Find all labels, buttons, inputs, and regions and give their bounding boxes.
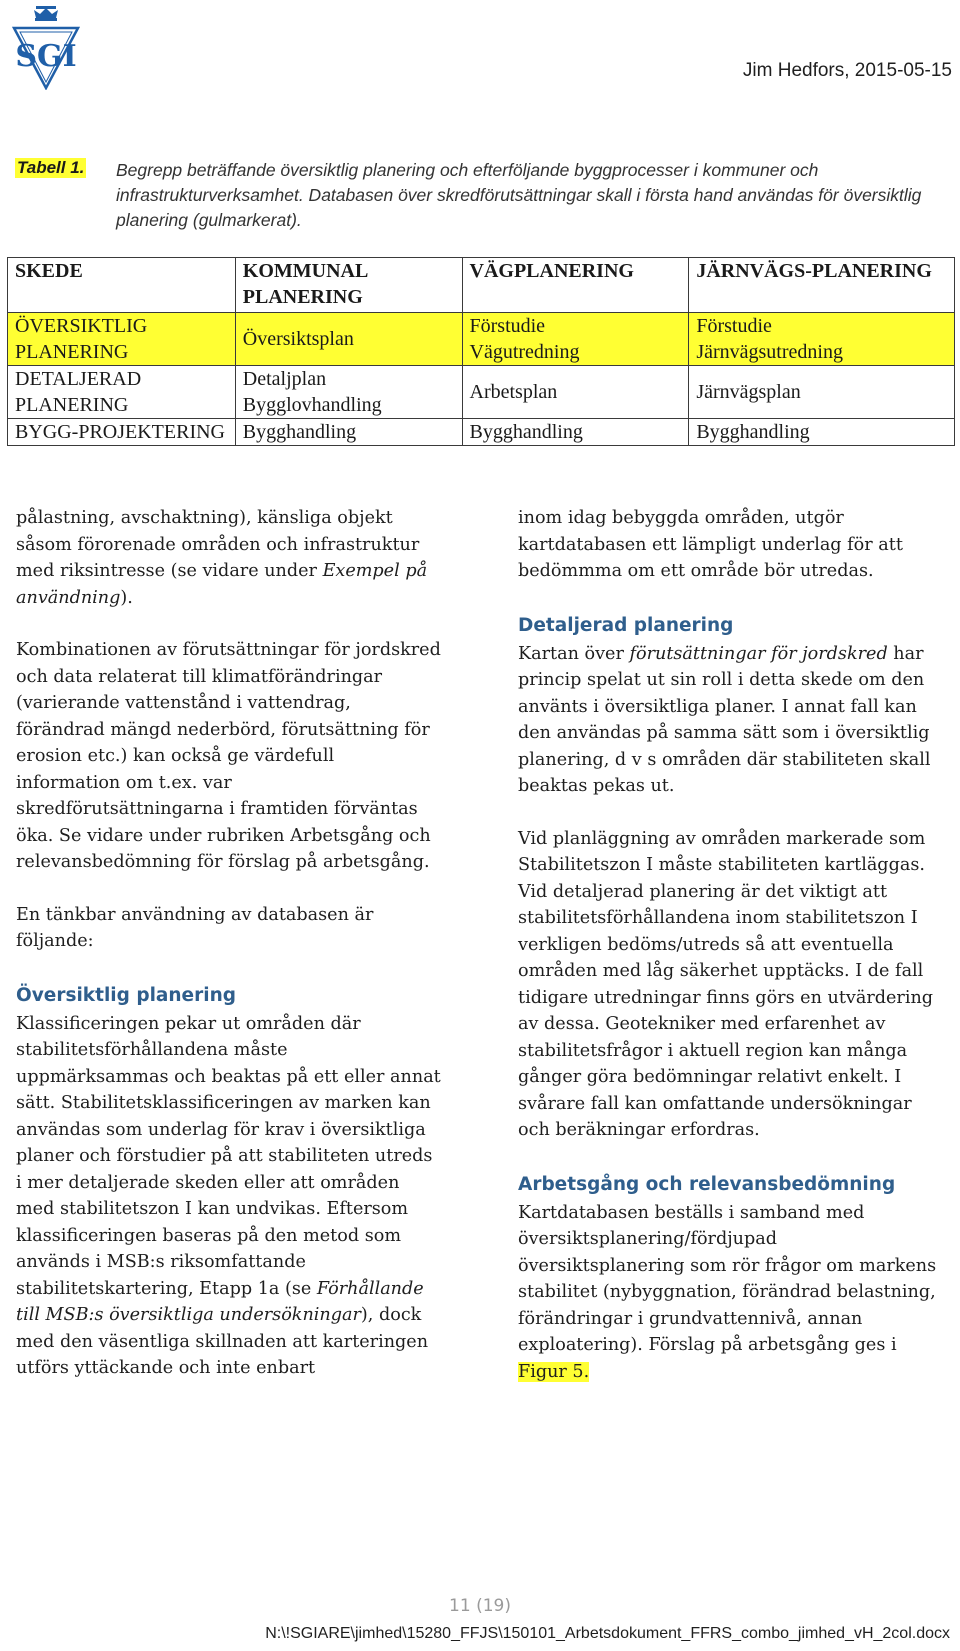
page-number: 11 (19) (449, 1596, 511, 1616)
cell-jarnvag: Järnvägsplan (689, 366, 955, 419)
text-run-italic: Exempel på användning (16, 561, 428, 608)
header-vag: VÄGPLANERING (462, 258, 689, 313)
table-header-row (8, 258, 955, 313)
cell-skede: DETALJERAD PLANERING (8, 366, 236, 419)
cell-kommunal: Översiktsplan (235, 313, 462, 366)
cell-kommunal (235, 366, 462, 419)
cell-vag (462, 313, 689, 366)
author-date: Jim Hedfors, 2015-05-15 (742, 60, 952, 81)
paragraph (518, 641, 943, 800)
logo-text: SGI (15, 39, 77, 74)
text-run-italic: förutsättningar för jordskred (629, 643, 888, 664)
text-run-italic: Förhållande till MSB:s översiktliga undersökningar (16, 1278, 424, 1325)
table-caption-text: Begrepp beträffande översiktlig planering och efterföljande byggprocesser i kommuner och infrastrukturverksamhet. Databasen över skredförutsättningar skall i första hand användas för översiktlig planering (gulmarkerat). (116, 160, 922, 230)
header-jarnvag: JÄRNVÄGS-PLANERING (689, 258, 955, 313)
paragraph: En tänkbar användning av databasen är följande: (16, 904, 374, 951)
heading-oversiktlig-planering: Översiktlig planering (16, 984, 236, 1006)
cell-jarnvag: Bygghandling (689, 419, 955, 446)
table-row (8, 366, 955, 419)
paragraph (16, 505, 441, 611)
sgi-logo (10, 4, 82, 90)
cell-line: Förstudie (696, 315, 772, 337)
heading-detaljerad-planering: Detaljerad planering (518, 614, 734, 636)
paragraph (16, 1011, 441, 1382)
figure-reference-link[interactable]: Figur 5. (518, 1361, 590, 1382)
text-run: ), dock med den väsentliga skillnaden att karteringen utförs yttäckande och inte enbart (16, 1305, 429, 1378)
paragraph: Vid planläggning av områden markerade som Stabilitetszon I måste stabiliteten kartläggas. Vid detaljerad planering är det viktigt att stabilitetsförhållandena inom stabilitetszon I verkligen bedöms/utreds så att eventuella områden med låg säkerhet upptäcks. I de fall tidigare utredningar finns görs en utvärdering av dessa. Geotekniker med erfarenhet av stabilitetsfrågor i aktuell region kan många gånger göra bedömningar relativt enkelt. I svårare fall kan omfattande undersökningar och beräkningar erfordras. (518, 828, 934, 1140)
paragraph: Kombinationen av förutsättningar för jordskred och data relaterat till klimatförändringar (varierande vattenstånd i vattendrag, förändrad mängd nederbörd, förutsättning för erosion etc.) kan också ge värdefull information om t.ex. var skredförutsättningarna i framtiden förväntas öka. Se vidare under rubriken Arbetsgång och relevansbedömning för förslag på arbetsgång. (16, 640, 441, 872)
sgi-logo-icon (10, 4, 82, 90)
text-run: Kartdatabasen beställs i samband med översiktsplanering/fördjupad översiktsplanering som rör frågor om markens stabilitet (nybyggnation, förändrad belastning, förändringar i grundvattennivå, annan exploatering). Förslag på arbetsgång ges i (518, 1202, 937, 1355)
cell-vag: Arbetsplan (462, 366, 689, 419)
cell-vag: Bygghandling (462, 419, 689, 446)
heading-arbetsgang: Arbetsgång och relevansbedömning (518, 1173, 896, 1195)
cell-skede: ÖVERSIKTLIG PLANERING (8, 313, 236, 366)
text-run: Kartan över (518, 643, 630, 664)
text-run: har princip spelat ut sin roll i detta skede om den använts i översiktliga planer. I annat fall kan den användas på samma sätt som i översiktlig planering, d v s områden där stabiliteten skall beaktas pekas ut. (518, 643, 931, 796)
text-run: pålastning, avschaktning), känsliga objekt såsom förorenade områden och infrastruktur med riksintresse (se vidare under (16, 508, 420, 581)
right-column (518, 505, 943, 1385)
cell-line: Förstudie (469, 315, 546, 337)
document-path: N:\!SGIARE\jimhed\15280_FFJS\150101_Arbetsdokument_FFRS_combo_jimhed_vH_2col.docx (265, 1625, 950, 1642)
cell-line: Järnvägsutredning (696, 341, 843, 363)
cell-line: Bygglovhandling (242, 394, 382, 416)
cell-jarnvag (689, 313, 955, 366)
table-row (8, 313, 955, 366)
planning-stage-table (7, 257, 955, 446)
header-skede: SKEDE (8, 258, 236, 313)
header-kommunal: KOMMUNAL PLANERING (235, 258, 462, 313)
cell-skede: BYGG-PROJEKTERING (8, 419, 236, 446)
text-run: ). (120, 587, 133, 608)
paragraph (518, 1200, 943, 1386)
paragraph: inom idag bebyggda områden, utgör kartdatabasen ett lämpligt underlag för att bedömmma om ett område bör utredas. (518, 508, 903, 581)
cell-line: Detaljplan (242, 368, 327, 390)
table-caption-label: Tabell 1. (17, 158, 85, 177)
left-column (16, 505, 441, 1382)
table-row (8, 419, 955, 446)
text-run: Klassificeringen pekar ut områden där stabilitetsförhållandena måste uppmärksammas och beaktas på ett eller annat sätt. Stabilitetsklassificeringen av marken kan användas som underlag för krav i översiktliga planer och förstudier på att stabiliteten utreds i mer detaljerade skeden eller att områden med stabilitetszon I kan undvikas. Eftersom klassificeringen baseras på den metod som används i MSB:s riksomfattande stabilitetskartering, Etapp 1a (se (16, 1013, 441, 1299)
cell-line: Vägutredning (469, 341, 580, 363)
cell-kommunal: Bygghandling (235, 419, 462, 446)
